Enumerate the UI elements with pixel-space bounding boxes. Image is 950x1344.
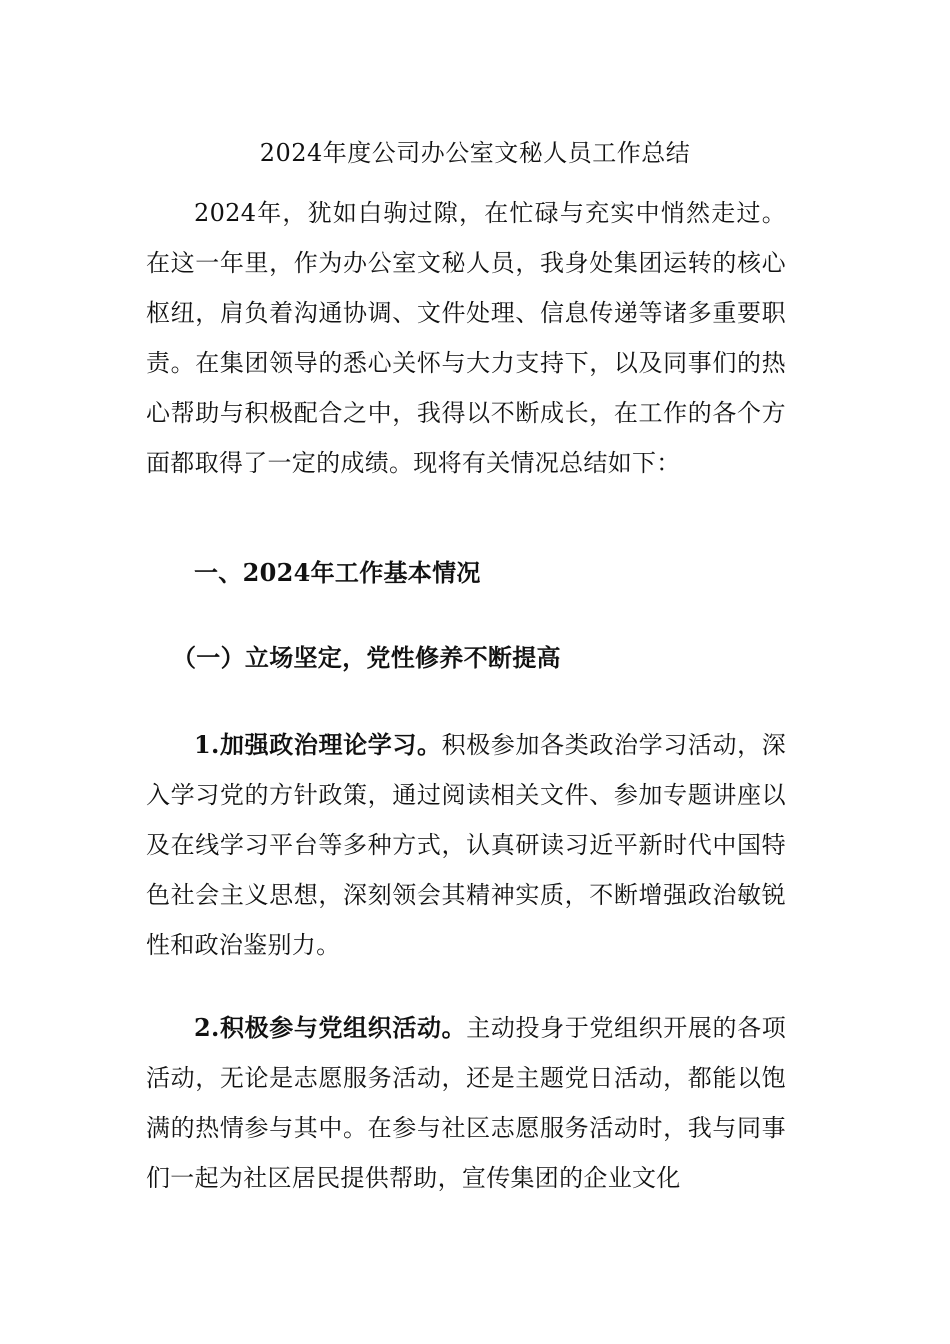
item-1-body: 积极参加各类政治学习活动，深入学习党的方针政策，通过阅读相关文件、参加专题讲座以及在线学习平台等多种方式，认真研读习近平新时代中国特色社会主义思想，深刻领会其精神实质，不断增强政治敏锐性和政治鉴别力。 (146, 731, 786, 959)
item-1-paragraph (146, 720, 786, 970)
subsection-heading: （一）立场坚定，党性修养不断提高 (172, 643, 561, 672)
intro-paragraph: 2024年，犹如白驹过隙，在忙碌与充实中悄然走过。在这一年里，作为办公室文秘人员，我身处集团运转的核心枢纽，肩负着沟通协调、文件处理、信息传递等诸多重要职责。在集团领导的悉心关怀与大力支持下，以及同事们的热心帮助与积极配合之中，我得以不断成长，在工作的各个方面都取得了一定的成绩。现将有关情况总结如下： (146, 199, 786, 477)
item-2-body: 主动投身于党组织开展的各项活动，无论是志愿服务活动，还是主题党日活动，都能以饱满的热情参与其中。在参与社区志愿服务活动时，我与同事们一起为社区居民提供帮助，宣传集团的企业文化 (146, 1014, 786, 1192)
item-2-paragraph (146, 1003, 786, 1203)
document-title: 2024年度公司办公室文秘人员工作总结 (259, 139, 691, 167)
item-1-lead: 1.加强政治理论学习。 (194, 730, 442, 759)
item-2-lead: 2.积极参与党组织活动。 (194, 1013, 467, 1042)
section-heading: 一、2024年工作基本情况 (194, 558, 481, 587)
